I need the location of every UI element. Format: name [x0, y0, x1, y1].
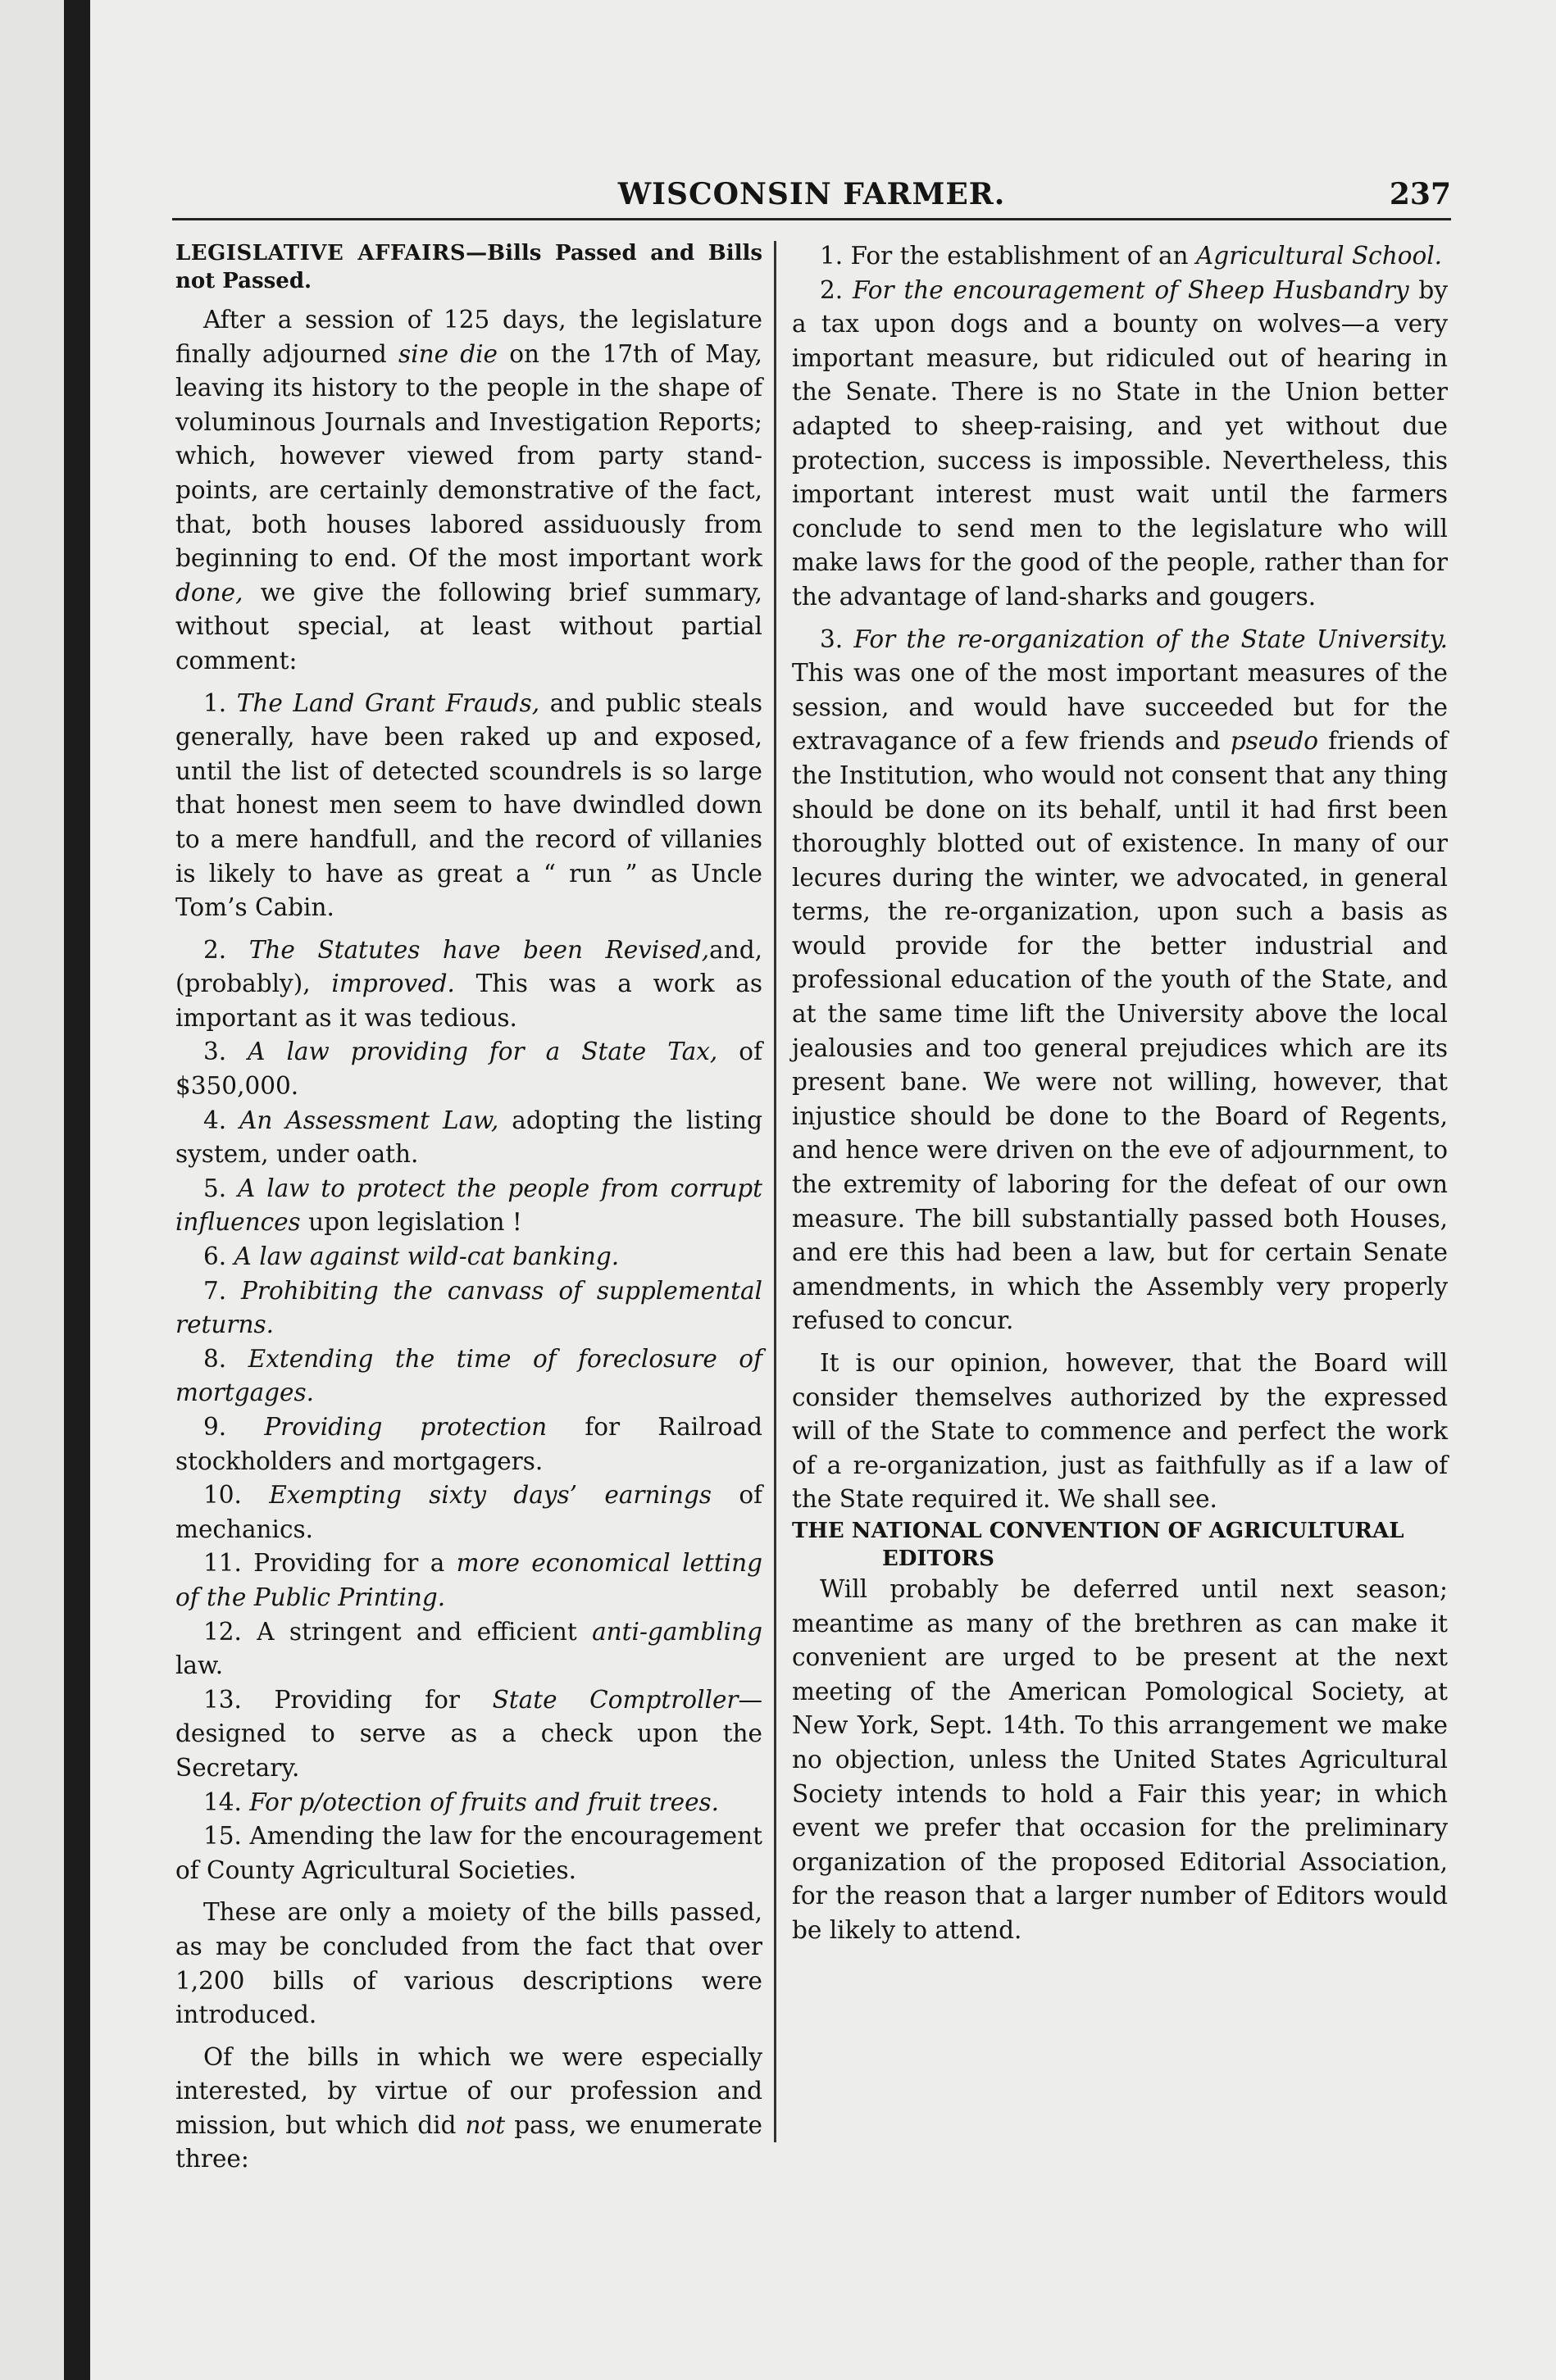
list-item-14: 14. For p/otection of fruits and fruit trees.	[203, 1787, 720, 1816]
running-header	[172, 177, 1451, 220]
list-item-8: 8. Extending the time of foreclosure of mortgages.	[175, 1344, 762, 1407]
article-heading-legislative-affairs: LEGISLATIVE AFFAIRS—Bills Passed and Bills not Passed.	[175, 241, 762, 293]
list-item-15: 15. Amending the law for the encouragement of County Agricultural Societies.	[175, 1822, 762, 1884]
paragraph-convention: Will probably be deferred until next season; meantime as many of the brethren as can make it convenient are urged to be present at the next meeting of the American Pomological Society, at New York, Sept. 14th. To this arrangement we make no objection, unless the United States Agricultural Society intends to hold a Fair this year; in which event we prefer that occasion for the preliminary organization of the proposed Editorial Association, for the reason that a larger number of Editors would be likely to attend.	[792, 1574, 1448, 1944]
paragraph-intro: After a session of 125 days, the legislature finally adjourned sine die on the 17th of May, leaving its history to the people in the shape of voluminous Journals and Investigation Reports; which, however viewed from party stand-points, are certainly demonstrative of the fact, that, both houses labored assiduously from beginning to end. Of the most important work done, we give the following brief summary, without special, at least without partial comment:	[175, 306, 762, 674]
right-column	[792, 239, 1448, 1948]
paragraph-bills-not-passed: Of the bills in which we were especially interested, by virtue of our profession and mission, but which did not pass, we enumerate three:	[175, 2042, 762, 2173]
book-gutter	[0, 0, 64, 2380]
article-heading-national-convention: THE NATIONAL CONVENTION OF AGRICULTURAL EDITORS	[792, 1518, 1404, 1571]
list-item-12: 12. A stringent and efficient anti-gambling law.	[175, 1617, 762, 1680]
list-item-1: 1. The Land Grant Frauds, and public steals generally, have been raked up and exposed, until the list of detected scoundrels is so large that honest men seem to have dwindled down to a mere handfull, and the record of villanies is likely to have as great a “ run ” as Uncle Tom’s Cabin.	[175, 688, 762, 922]
list-item-13: 13. Providing for State Comptroller—designed to serve as a check upon the Secretary.	[175, 1685, 762, 1782]
unpassed-item-1: 1. For the establishment of an Agricultural School.	[820, 242, 1443, 270]
book-spine	[64, 0, 90, 2380]
paragraph-moiety: These are only a moiety of the bills passed, as may be concluded from the fact that over 1,200 bills of various descriptions were introduced.	[175, 1898, 762, 2029]
list-item-3: 3. A law providing for a State Tax, of $350,000.	[175, 1038, 762, 1101]
list-item-4: 4. An Assessment Law, adopting the listing system, under oath.	[175, 1106, 763, 1169]
list-item-11: 11. Providing for a more economical letting of the Public Printing.	[175, 1549, 762, 1611]
list-item-10: 10. Exempting sixty days’ earnings of mechanics.	[175, 1481, 762, 1543]
list-item-2: 2. The Statutes have been Revised,and,(probably), improved. This was a work as important as it was tedious.	[175, 935, 762, 1032]
page-number: 237	[1389, 177, 1451, 211]
list-item-6: 6. A law against wild-cat banking.	[203, 1242, 620, 1271]
list-item-9: 9. Providing protection for Railroad stockholders and mortgagers.	[175, 1413, 762, 1475]
left-column	[175, 239, 762, 2177]
journal-title: WISCONSIN FARMER.	[617, 177, 1006, 211]
list-item-7: 7. Prohibiting the canvass of supplemental returns.	[175, 1276, 762, 1339]
list-item-5: 5. A law to protect the people from corrupt influences upon legislation !	[175, 1174, 762, 1237]
column-rule	[774, 241, 776, 2142]
unpassed-item-2: 2. For the encouragement of Sheep Husbandry by a tax upon dogs and a bounty on wolves—a very important measure, but ridiculed out of hearing in the Senate. There is no State in the Union better adapted to sheep-raising, and yet without due protection, success is impossible. Nevertheless, this important interest must wait until the farmers conclude to send men to the legislature who will make laws for the good of the people, rather than for the advantage of land-sharks and gougers.	[792, 275, 1448, 611]
unpassed-item-3: 3. For the re-organization of the State University. This was one of the most important measures of the session, and would have succeeded but for the extravagance of a few friends and pseudo friends of the Institution, who would not consent that any thing should be done on its behalf, until it had first been thoroughly blotted out of existence. In many of our lecures during the winter, we advocated, in general terms, the re-organization, upon such a basis as would provide for the better industrial and professional education of the youth of the State, and at the same time lift the University above the local jealousies and too general prejudices which are its present bane. We were not willing, however, that injustice should be done to the Board of Regents, and hence were driven on the eve of adjournment, to the extremity of laboring for the defeat of our own measure. The bill substantially passed both Houses, and ere this had been a law, but for certain Senate amendments, in which the Assembly very properly refused to concur.	[792, 625, 1448, 1335]
page	[90, 0, 1556, 2380]
paragraph-board-opinion: It is our opinion, however, that the Board will consider themselves authorized by the expressed will of the State to commence and perfect the work of a re-organization, just as faithfully as if a law of the State required it. We shall see.	[792, 1349, 1448, 1514]
